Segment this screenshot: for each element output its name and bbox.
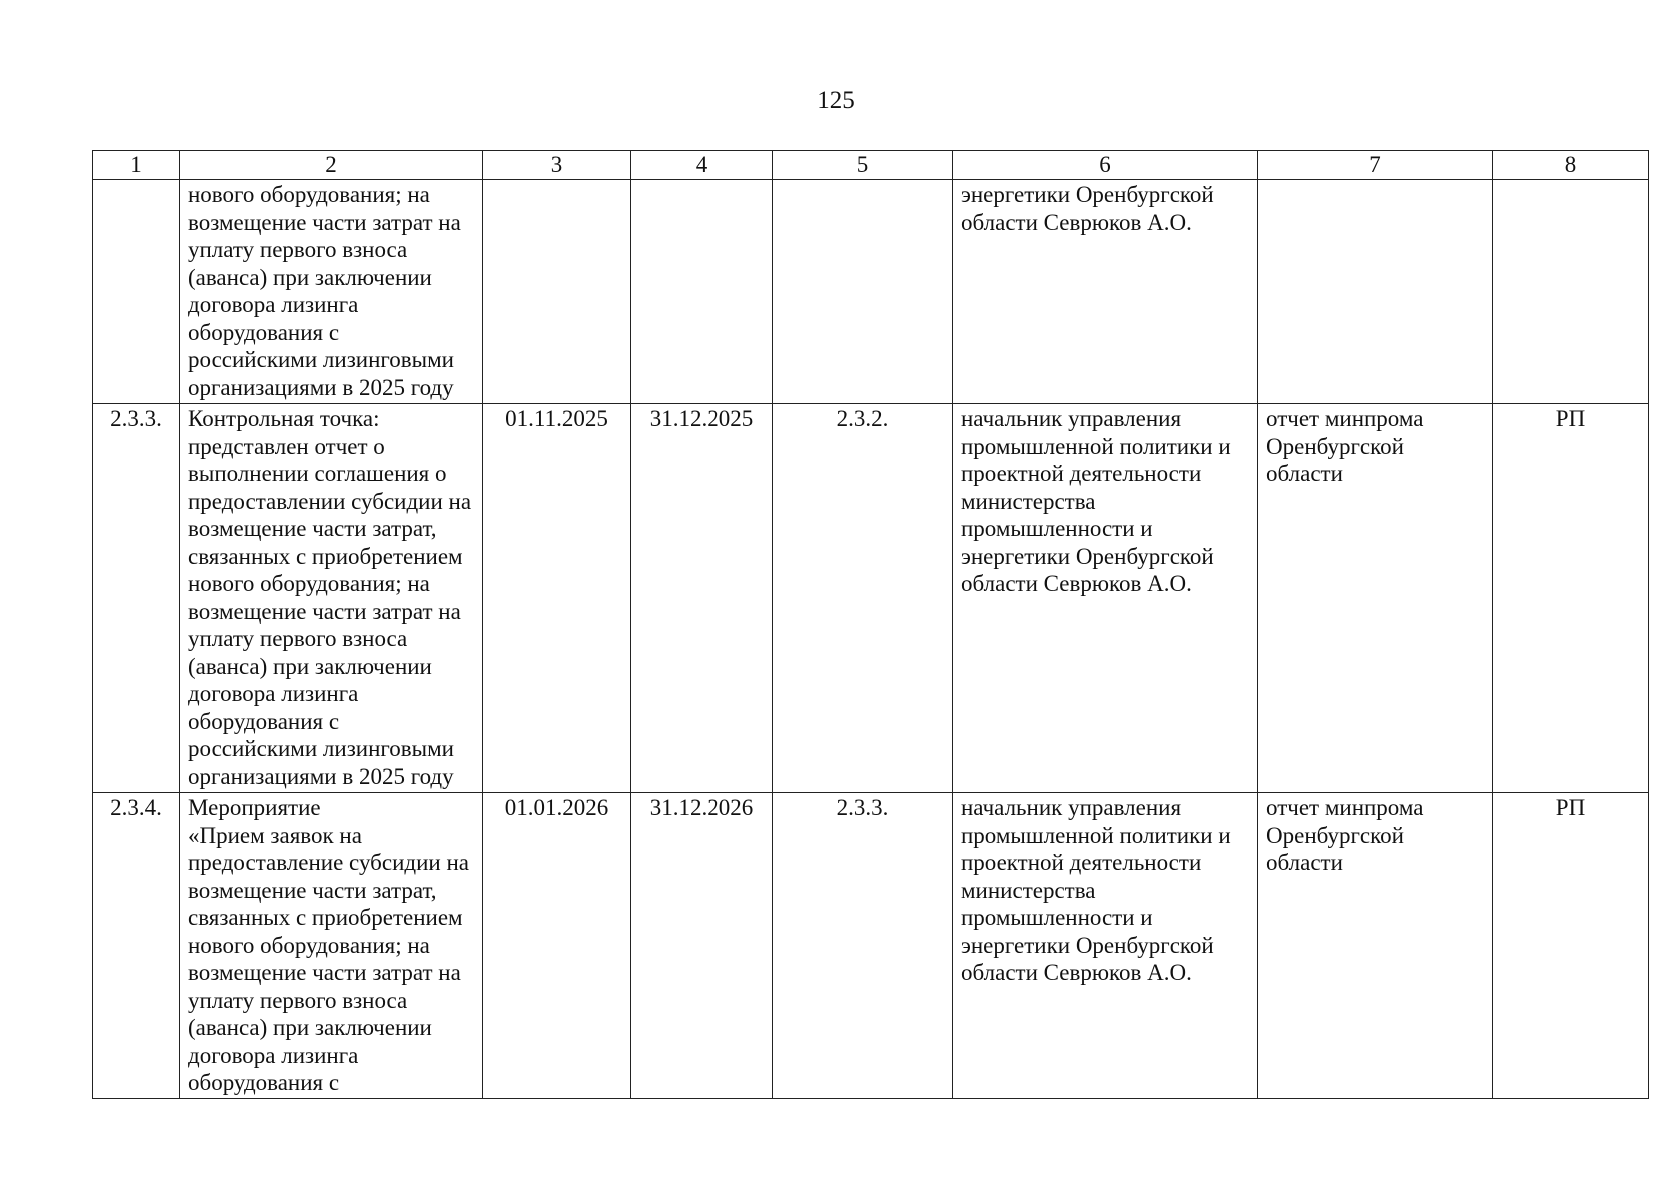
level-cell — [1493, 180, 1649, 404]
column-header: 7 — [1258, 151, 1493, 180]
item-number-cell: 2.3.4. — [93, 793, 180, 1099]
level-cell: РП — [1493, 404, 1649, 793]
responsible-text: начальник управления промышленной политики и проектной деятельности министерства промышленности и энергетики Оренбургской области Севрюков А.О. — [961, 795, 1231, 985]
item-description: Контрольная точка: представлен отчет о выполнении соглашения о предоставлении субсидии на возмещение части затрат, связанных с приобретением нового оборудования; на возмещение части затрат на уплату первого взноса (аванса) при заключении договора лизинга оборудования с российскими лизинговыми организациями в 2025 году — [188, 406, 472, 789]
responsible-text: начальник управления промышленной политики и проектной деятельности министерства промышленности и энергетики Оренбургской области Севрюков А.О. — [961, 406, 1231, 596]
end-date-cell: 31.12.2026 — [631, 793, 773, 1099]
item-description: Мероприятие «Прием заявок на предоставление субсидии на возмещение части затрат, связанных с приобретением нового оборудования; на возмещение части затрат на уплату первого взноса (аванса) при заключении договора лизинга оборудования с — [188, 795, 469, 1095]
predecessor-cell: 2.3.3. — [773, 793, 953, 1099]
page-number: 125 — [817, 87, 855, 114]
predecessor-cell — [773, 180, 953, 404]
responsible-cell — [953, 404, 1258, 793]
end-date-cell: 31.12.2025 — [631, 404, 773, 793]
item-description-cell — [180, 180, 483, 404]
end-date-cell — [631, 180, 773, 404]
start-date-cell: 01.11.2025 — [483, 404, 631, 793]
document-cell — [1258, 180, 1493, 404]
column-header: 1 — [93, 151, 180, 180]
item-description-cell — [180, 793, 483, 1099]
column-header: 6 — [953, 151, 1258, 180]
column-header: 3 — [483, 151, 631, 180]
table-header-row — [93, 151, 1649, 180]
predecessor-cell: 2.3.2. — [773, 404, 953, 793]
item-number-cell: 2.3.3. — [93, 404, 180, 793]
responsible-cell — [953, 180, 1258, 404]
start-date-cell: 01.01.2026 — [483, 793, 631, 1099]
level-cell: РП — [1493, 793, 1649, 1099]
document-cell — [1258, 404, 1493, 793]
document-cell — [1258, 793, 1493, 1099]
start-date-cell — [483, 180, 631, 404]
column-header: 2 — [180, 151, 483, 180]
column-header: 4 — [631, 151, 773, 180]
document-text: отчет минпрома Оренбургской области — [1266, 406, 1424, 486]
table-row — [93, 404, 1649, 793]
column-header: 5 — [773, 151, 953, 180]
item-description-cell — [180, 404, 483, 793]
table-row — [93, 180, 1649, 404]
responsible-text: энергетики Оренбургской области Севрюков А.О. — [961, 182, 1214, 235]
table-row — [93, 793, 1649, 1099]
document-text: отчет минпрома Оренбургской области — [1266, 795, 1424, 875]
responsible-cell — [953, 793, 1258, 1099]
column-header: 8 — [1493, 151, 1649, 180]
item-number-cell — [93, 180, 180, 404]
plan-table — [92, 150, 1649, 1099]
item-description: нового оборудования; на возмещение части затрат на уплату первого взноса (аванса) при заключении договора лизинга оборудования с российскими лизинговыми организациями в 2025 году — [188, 182, 461, 400]
